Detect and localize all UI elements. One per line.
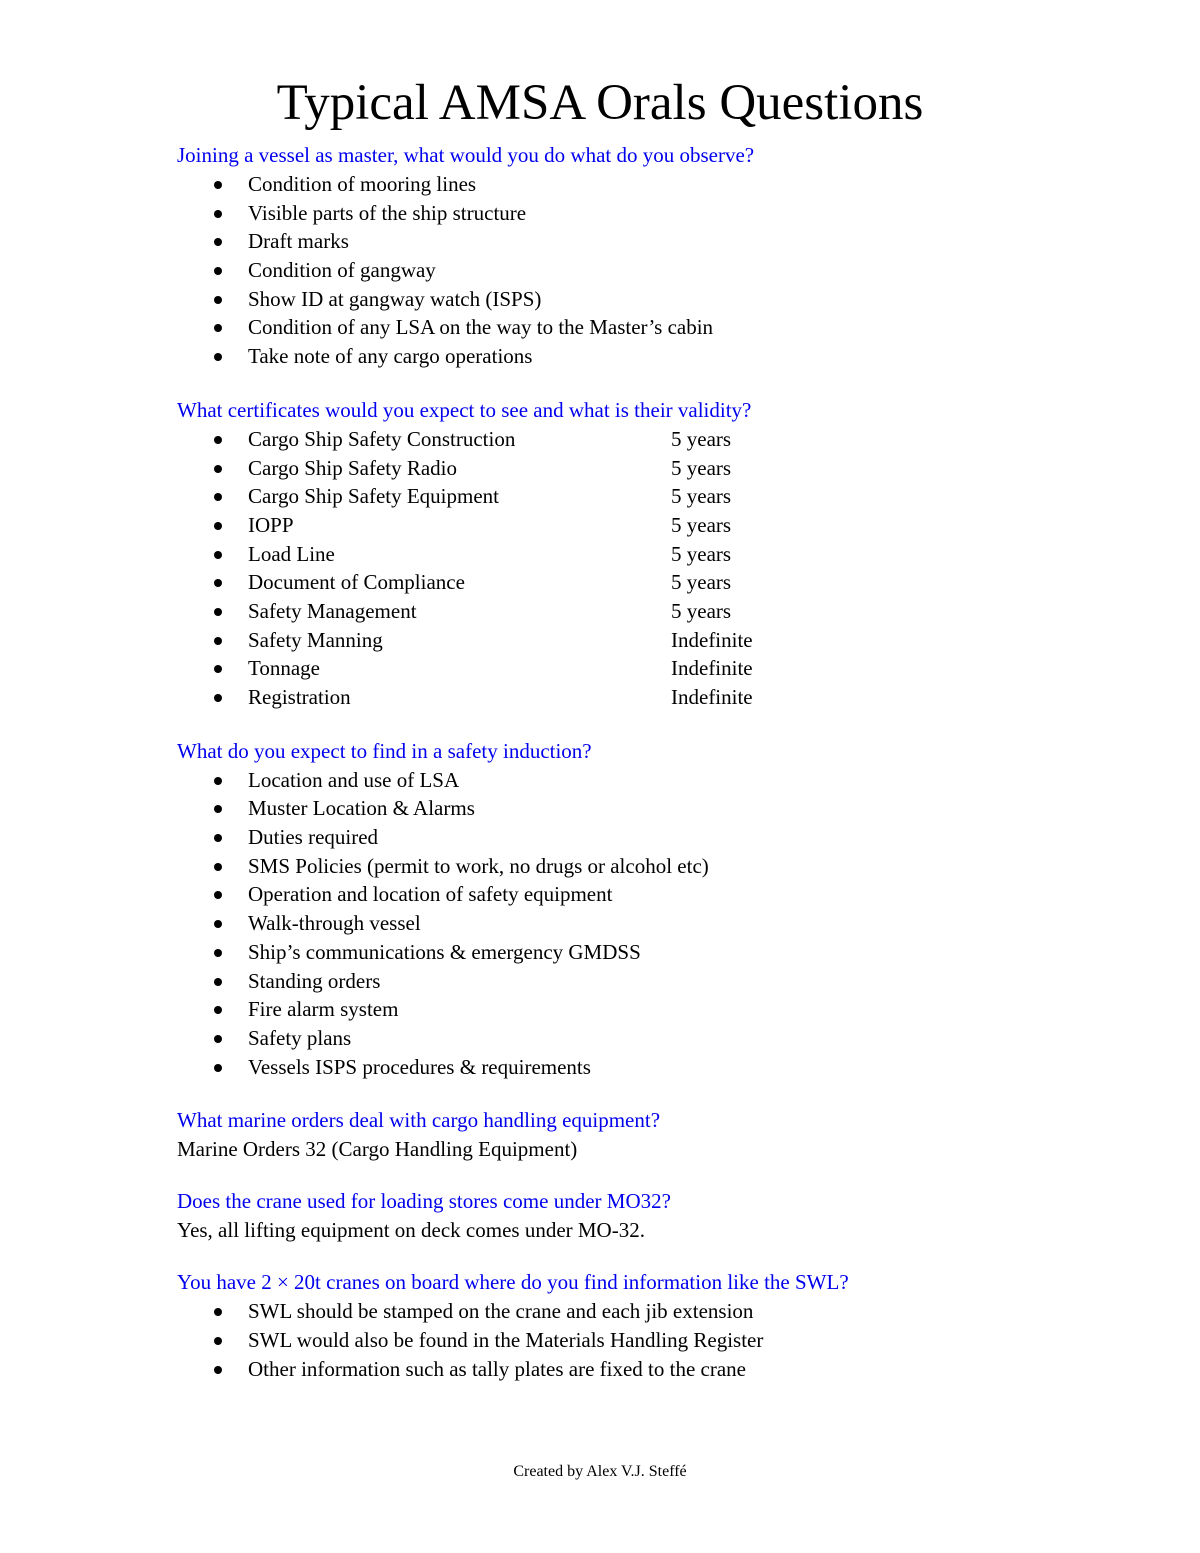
list-item <box>177 654 1127 683</box>
bullet-icon <box>214 608 222 616</box>
certificate-validity: 5 years <box>671 512 732 537</box>
bullet-icon <box>214 665 222 673</box>
spacer <box>177 1081 1127 1106</box>
bullet-icon <box>214 436 222 444</box>
bullet-icon <box>214 920 222 928</box>
question-certificates: What certificates would you expect to see and what is their validity? <box>177 397 752 422</box>
certificate-name: Cargo Ship Safety Radio <box>248 455 458 480</box>
bullet-icon <box>214 777 222 785</box>
bullet-icon <box>214 296 222 304</box>
certificate-name: IOPP <box>248 512 294 537</box>
question-swl: You have 2 × 20t cranes on board where do you find information like the SWL? <box>177 1270 849 1295</box>
bullet-icon <box>214 551 222 559</box>
list-item: Location and use of LSA <box>177 766 1127 795</box>
document-body <box>177 141 1127 1383</box>
bullet-icon <box>214 637 222 645</box>
spacer <box>177 712 1127 737</box>
list-item: Fire alarm system <box>177 995 1127 1024</box>
bullet-icon <box>214 1064 222 1072</box>
list-item: SMS Policies (permit to work, no drugs or alcohol etc) <box>177 852 1127 881</box>
certificate-name: Cargo Ship Safety Construction <box>248 426 516 451</box>
certificate-validity: 5 years <box>671 426 732 451</box>
list-item: Draft marks <box>177 227 1127 256</box>
bullet-icon <box>214 1308 222 1316</box>
list-item: Show ID at gangway watch (ISPS) <box>177 285 1127 314</box>
bullet-icon <box>214 238 222 246</box>
answer-crane: Yes, all lifting equipment on deck comes under MO-32. <box>177 1218 645 1243</box>
list-item: Safety plans <box>177 1024 1127 1053</box>
list-item <box>177 597 1127 626</box>
page-footer: Created by Alex V.J. Steffé <box>513 1463 687 1480</box>
list-item: Duties required <box>177 823 1127 852</box>
certificate-name: Cargo Ship Safety Equipment <box>248 484 500 509</box>
bullet-icon <box>214 834 222 842</box>
spacer <box>177 1244 1127 1268</box>
bullet-icon <box>214 210 222 218</box>
certificate-validity: 5 years <box>671 598 732 623</box>
list-item <box>177 425 1127 454</box>
question-crane: Does the crane used for loading stores come under MO32? <box>177 1189 671 1214</box>
list-item: Condition of any LSA on the way to the Master’s cabin <box>177 313 1127 342</box>
list-item <box>177 540 1127 569</box>
bullet-icon <box>214 353 222 361</box>
list-item: Visible parts of the ship structure <box>177 199 1127 228</box>
list-item <box>177 482 1127 511</box>
list-item: Take note of any cargo operations <box>177 342 1127 371</box>
bullet-icon <box>214 1006 222 1014</box>
certificate-name: Safety Manning <box>248 627 383 652</box>
certificate-validity: Indefinite <box>671 656 753 681</box>
bullet-icon <box>214 267 222 275</box>
bullet-icon <box>214 181 222 189</box>
certificate-name: Tonnage <box>248 656 321 681</box>
bullet-icon <box>214 805 222 813</box>
bullet-icon <box>214 978 222 986</box>
list-item: Vessels ISPS procedures & requirements <box>177 1053 1127 1082</box>
list-item: Ship’s communications & emergency GMDSS <box>177 938 1127 967</box>
certificate-validity: 5 years <box>671 484 732 509</box>
list-item: Condition of gangway <box>177 256 1127 285</box>
bullet-icon <box>214 891 222 899</box>
bullet-icon <box>214 694 222 702</box>
bullet-icon <box>214 1366 222 1374</box>
list-item: SWL should be stamped on the crane and each jib extension <box>177 1297 1127 1326</box>
answer-marine-orders: Marine Orders 32 (Cargo Handling Equipment) <box>177 1137 578 1162</box>
list-item <box>177 683 1127 712</box>
certificate-name: Document of Compliance <box>248 570 465 595</box>
list-item <box>177 454 1127 483</box>
list-item: Operation and location of safety equipment <box>177 880 1127 909</box>
list-induction <box>177 766 1127 1082</box>
certificate-name: Load Line <box>248 541 335 566</box>
bullet-icon <box>214 324 222 332</box>
list-item: Condition of mooring lines <box>177 170 1127 199</box>
bullet-icon <box>214 522 222 530</box>
bullet-icon <box>214 493 222 501</box>
list-item <box>177 626 1127 655</box>
bullet-icon <box>214 465 222 473</box>
list-item: Muster Location & Alarms <box>177 794 1127 823</box>
bullet-icon <box>214 579 222 587</box>
spacer <box>177 371 1127 396</box>
certificate-name: Registration <box>248 685 351 709</box>
list-item: Standing orders <box>177 967 1127 996</box>
list-joining <box>177 170 1127 371</box>
certificate-validity: 5 years <box>671 570 732 595</box>
bullet-icon <box>214 1337 222 1345</box>
question-induction: What do you expect to find in a safety induction? <box>177 738 592 763</box>
list-item <box>177 511 1127 540</box>
bullet-icon <box>214 863 222 871</box>
certificate-name: Safety Management <box>248 598 417 623</box>
spacer <box>177 1163 1127 1187</box>
list-item <box>177 568 1127 597</box>
page-title: Typical AMSA Orals Questions <box>276 75 924 131</box>
list-item: Other information such as tally plates are fixed to the crane <box>177 1355 1127 1384</box>
bullet-icon <box>214 1035 222 1043</box>
bullet-icon <box>214 949 222 957</box>
list-item: SWL would also be found in the Materials Handling Register <box>177 1326 1127 1355</box>
list-swl <box>177 1297 1127 1383</box>
certificate-validity: Indefinite <box>671 685 753 709</box>
certificate-validity: 5 years <box>671 541 732 566</box>
certificate-validity: Indefinite <box>671 627 753 652</box>
list-certificates <box>177 425 1127 712</box>
list-item: Walk-through vessel <box>177 909 1127 938</box>
question-joining: Joining a vessel as master, what would you do what do you observe? <box>177 143 755 167</box>
certificate-validity: 5 years <box>671 455 732 480</box>
question-marine-orders: What marine orders deal with cargo handling equipment? <box>177 1108 661 1133</box>
